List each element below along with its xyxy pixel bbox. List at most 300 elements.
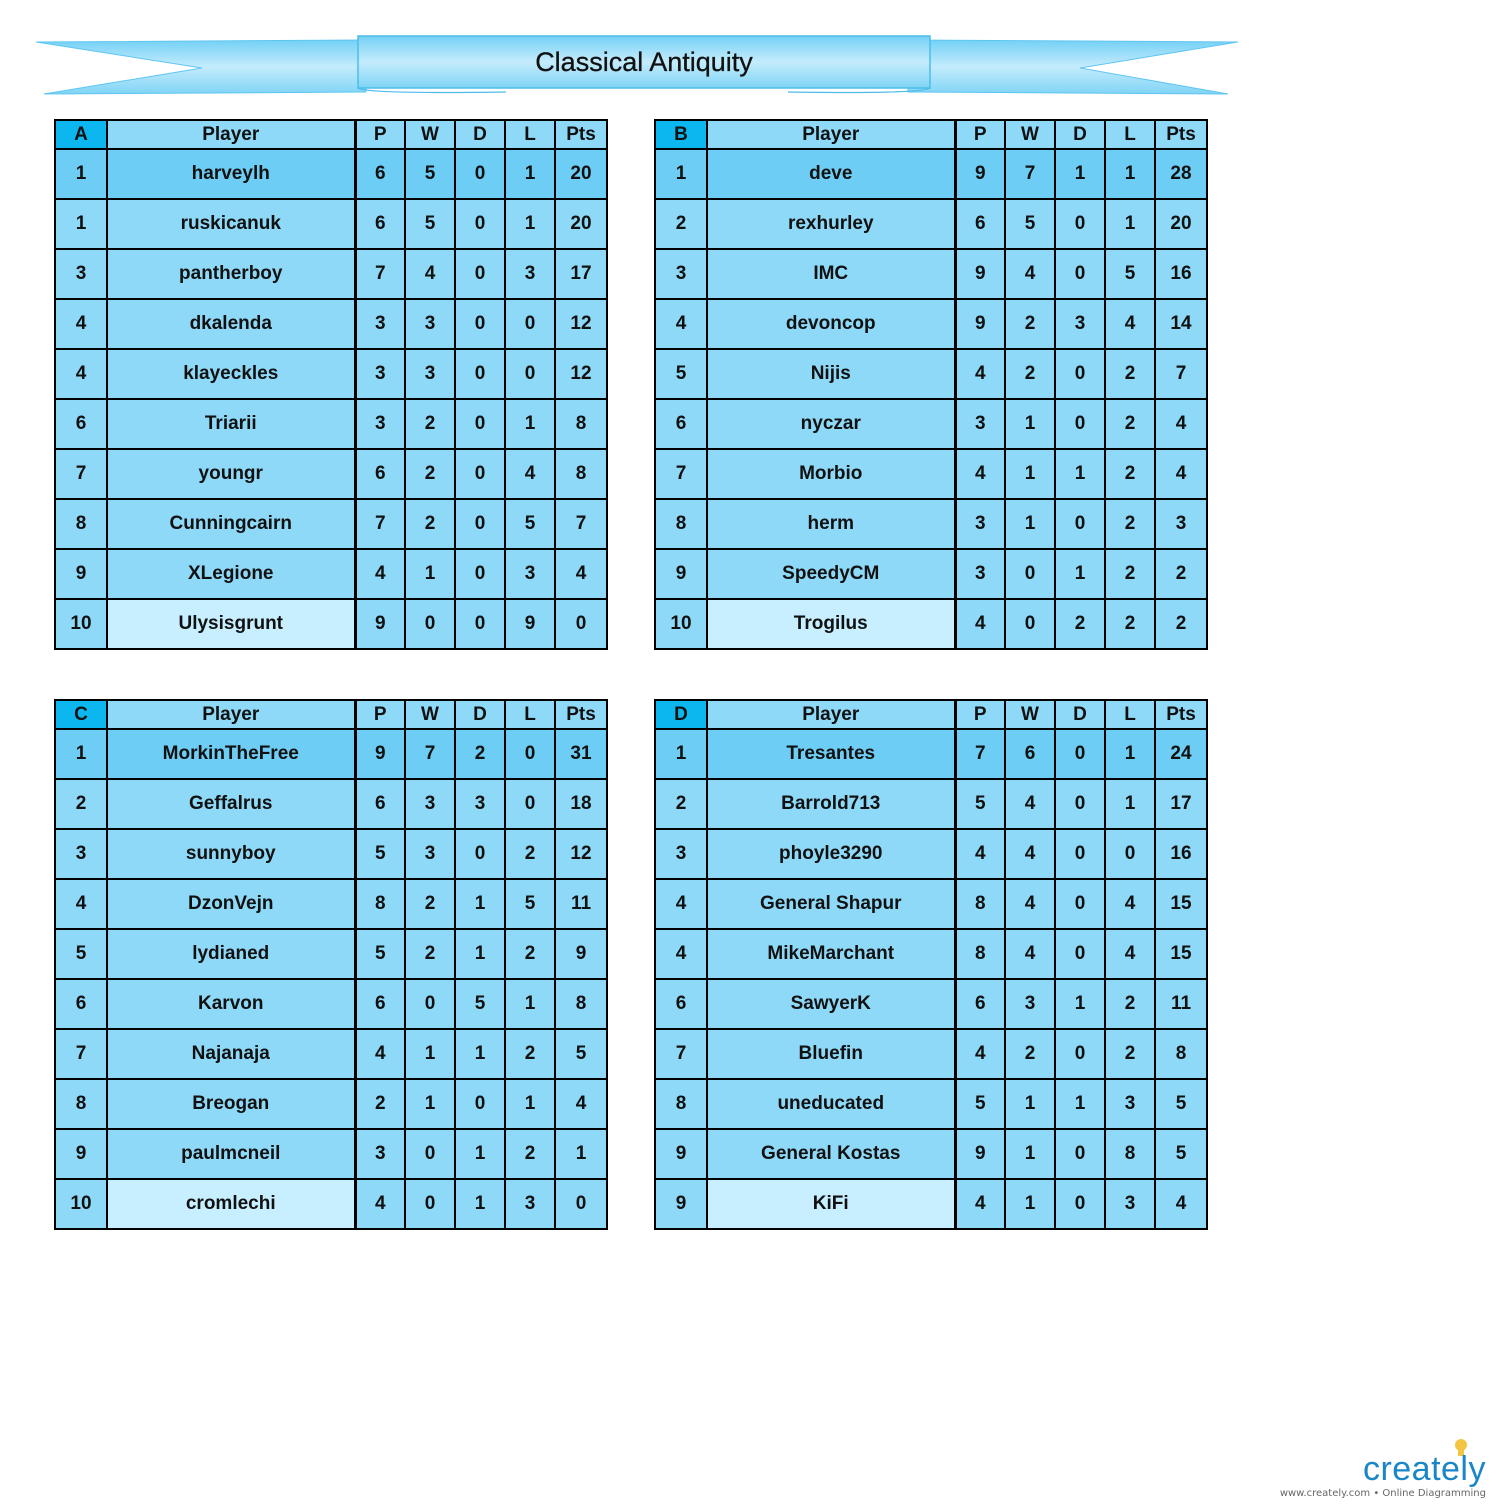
cell-w: 3 <box>405 829 455 879</box>
cell-rank: 3 <box>655 249 707 299</box>
column-header-player: Player <box>707 700 955 729</box>
cell-d: 0 <box>1055 929 1105 979</box>
cell-player: Cunningcairn <box>107 499 355 549</box>
cell-player: Tresantes <box>707 729 955 779</box>
cell-p: 6 <box>355 979 405 1029</box>
cell-pts: 12 <box>555 349 607 399</box>
table-row <box>655 249 1207 299</box>
cell-w: 1 <box>1005 1179 1055 1229</box>
cell-p: 9 <box>955 249 1005 299</box>
cell-d: 0 <box>1055 729 1105 779</box>
cell-player: MikeMarchant <box>707 929 955 979</box>
cell-pts: 12 <box>555 299 607 349</box>
column-header-w: W <box>405 700 455 729</box>
column-header-pts: Pts <box>555 700 607 729</box>
cell-d: 1 <box>1055 979 1105 1029</box>
cell-l: 4 <box>505 449 555 499</box>
table-row <box>655 979 1207 1029</box>
cell-p: 4 <box>355 549 405 599</box>
group-table-a <box>54 119 608 650</box>
cell-rank: 8 <box>55 499 107 549</box>
cell-l: 1 <box>1105 729 1155 779</box>
column-header-player: Player <box>107 700 355 729</box>
cell-pts: 15 <box>1155 879 1207 929</box>
cell-pts: 0 <box>555 599 607 649</box>
cell-l: 1 <box>505 1079 555 1129</box>
cell-l: 2 <box>1105 599 1155 649</box>
cell-p: 5 <box>955 779 1005 829</box>
cell-l: 5 <box>505 499 555 549</box>
cell-w: 1 <box>1005 499 1055 549</box>
table-row <box>655 1129 1207 1179</box>
cell-w: 1 <box>1005 1079 1055 1129</box>
cell-rank: 3 <box>55 829 107 879</box>
table-row <box>55 1079 607 1129</box>
cell-rank: 9 <box>655 1179 707 1229</box>
cell-l: 2 <box>1105 449 1155 499</box>
cell-pts: 8 <box>555 399 607 449</box>
cell-player: SpeedyCM <box>707 549 955 599</box>
cell-pts: 5 <box>1155 1129 1207 1179</box>
column-header-p: P <box>355 120 405 149</box>
table-row <box>655 1029 1207 1079</box>
cell-pts: 4 <box>555 549 607 599</box>
cell-player: DzonVejn <box>107 879 355 929</box>
cell-l: 3 <box>505 249 555 299</box>
cell-player: Triarii <box>107 399 355 449</box>
cell-pts: 4 <box>1155 1179 1207 1229</box>
table-row <box>55 979 607 1029</box>
cell-rank: 10 <box>55 1179 107 1229</box>
table-row <box>55 199 607 249</box>
cell-p: 3 <box>955 499 1005 549</box>
cell-w: 1 <box>405 1079 455 1129</box>
cell-d: 0 <box>1055 349 1105 399</box>
cell-rank: 2 <box>655 199 707 249</box>
cell-rank: 1 <box>55 199 107 249</box>
cell-p: 6 <box>355 149 405 199</box>
header-row <box>655 700 1207 729</box>
cell-p: 3 <box>355 299 405 349</box>
cell-d: 0 <box>455 299 505 349</box>
cell-player: devoncop <box>707 299 955 349</box>
cell-p: 9 <box>355 729 405 779</box>
cell-l: 0 <box>505 729 555 779</box>
cell-rank: 4 <box>55 299 107 349</box>
table-row <box>55 729 607 779</box>
cell-l: 0 <box>1105 829 1155 879</box>
cell-player: harveylh <box>107 149 355 199</box>
cell-d: 0 <box>1055 199 1105 249</box>
table-row <box>655 199 1207 249</box>
cell-w: 2 <box>405 929 455 979</box>
group-letter: D <box>655 700 707 729</box>
cell-d: 0 <box>455 1079 505 1129</box>
group-letter: B <box>655 120 707 149</box>
page-title: Classical Antiquity <box>535 46 753 77</box>
cell-pts: 7 <box>555 499 607 549</box>
table-row <box>655 499 1207 549</box>
table-row <box>655 1079 1207 1129</box>
header-row <box>655 120 1207 149</box>
cell-p: 8 <box>955 929 1005 979</box>
group-letter: C <box>55 700 107 729</box>
column-header-w: W <box>1005 120 1055 149</box>
cell-w: 1 <box>1005 449 1055 499</box>
table-row <box>55 299 607 349</box>
cell-player: klayeckles <box>107 349 355 399</box>
table-row <box>55 1129 607 1179</box>
cell-rank: 9 <box>655 1129 707 1179</box>
cell-l: 0 <box>505 779 555 829</box>
cell-pts: 2 <box>1155 599 1207 649</box>
cell-w: 3 <box>405 299 455 349</box>
cell-w: 3 <box>1005 979 1055 1029</box>
table-row <box>655 1179 1207 1229</box>
cell-pts: 1 <box>555 1129 607 1179</box>
cell-w: 7 <box>1005 149 1055 199</box>
cell-d: 0 <box>455 149 505 199</box>
cell-rank: 5 <box>655 349 707 399</box>
cell-p: 7 <box>355 499 405 549</box>
cell-l: 2 <box>1105 1029 1155 1079</box>
cell-pts: 24 <box>1155 729 1207 779</box>
cell-w: 2 <box>405 499 455 549</box>
cell-d: 0 <box>455 499 505 549</box>
cell-player: youngr <box>107 449 355 499</box>
cell-p: 9 <box>955 299 1005 349</box>
cell-l: 3 <box>1105 1079 1155 1129</box>
cell-rank: 1 <box>55 149 107 199</box>
cell-pts: 8 <box>555 449 607 499</box>
column-header-p: P <box>955 700 1005 729</box>
cell-l: 0 <box>505 349 555 399</box>
cell-pts: 0 <box>555 1179 607 1229</box>
cell-rank: 4 <box>55 879 107 929</box>
table-row <box>655 879 1207 929</box>
cell-p: 8 <box>355 879 405 929</box>
cell-player: Barrold713 <box>707 779 955 829</box>
table-row <box>655 729 1207 779</box>
table-row <box>655 599 1207 649</box>
column-header-p: P <box>355 700 405 729</box>
cell-player: Karvon <box>107 979 355 1029</box>
cell-pts: 31 <box>555 729 607 779</box>
cell-p: 3 <box>955 549 1005 599</box>
group-table-c <box>54 699 608 1230</box>
cell-pts: 4 <box>1155 449 1207 499</box>
table-row <box>655 299 1207 349</box>
cell-d: 0 <box>1055 1029 1105 1079</box>
cell-l: 2 <box>505 1029 555 1079</box>
cell-pts: 11 <box>1155 979 1207 1029</box>
cell-player: lydianed <box>107 929 355 979</box>
cell-pts: 3 <box>1155 499 1207 549</box>
logo-tagline: www.creately.com • Online Diagramming <box>1279 1488 1486 1499</box>
column-header-d: D <box>455 120 505 149</box>
cell-w: 2 <box>405 399 455 449</box>
cell-player: ruskicanuk <box>107 199 355 249</box>
cell-l: 8 <box>1105 1129 1155 1179</box>
cell-player: dkalenda <box>107 299 355 349</box>
cell-p: 4 <box>955 349 1005 399</box>
column-header-player: Player <box>707 120 955 149</box>
cell-rank: 3 <box>655 829 707 879</box>
cell-player: Nijis <box>707 349 955 399</box>
cell-pts: 8 <box>1155 1029 1207 1079</box>
cell-l: 2 <box>1105 549 1155 599</box>
cell-l: 2 <box>1105 399 1155 449</box>
cell-d: 1 <box>1055 449 1105 499</box>
cell-w: 1 <box>405 1029 455 1079</box>
cell-rank: 8 <box>655 1079 707 1129</box>
cell-player: cromlechi <box>107 1179 355 1229</box>
cell-d: 0 <box>1055 1129 1105 1179</box>
cell-l: 1 <box>1105 149 1155 199</box>
cell-pts: 16 <box>1155 249 1207 299</box>
header-row <box>55 120 607 149</box>
column-header-w: W <box>1005 700 1055 729</box>
cell-p: 6 <box>355 449 405 499</box>
cell-pts: 7 <box>1155 349 1207 399</box>
table-row <box>655 449 1207 499</box>
cell-pts: 5 <box>1155 1079 1207 1129</box>
table-row <box>655 149 1207 199</box>
cell-d: 1 <box>455 929 505 979</box>
cell-player: pantherboy <box>107 249 355 299</box>
cell-w: 2 <box>1005 299 1055 349</box>
column-header-d: D <box>455 700 505 729</box>
cell-p: 2 <box>355 1079 405 1129</box>
cell-pts: 18 <box>555 779 607 829</box>
cell-d: 0 <box>455 249 505 299</box>
cell-pts: 8 <box>555 979 607 1029</box>
cell-rank: 10 <box>55 599 107 649</box>
cell-pts: 11 <box>555 879 607 929</box>
cell-d: 0 <box>1055 879 1105 929</box>
cell-w: 2 <box>1005 1029 1055 1079</box>
cell-l: 2 <box>505 1129 555 1179</box>
logo-brand: creately <box>1362 1450 1486 1488</box>
cell-player: Breogan <box>107 1079 355 1129</box>
cell-l: 5 <box>505 879 555 929</box>
cell-d: 0 <box>1055 779 1105 829</box>
cell-pts: 5 <box>555 1029 607 1079</box>
cell-d: 0 <box>1055 1179 1105 1229</box>
cell-l: 1 <box>505 199 555 249</box>
column-header-w: W <box>405 120 455 149</box>
cell-d: 0 <box>455 349 505 399</box>
cell-p: 3 <box>955 399 1005 449</box>
cell-rank: 9 <box>55 1129 107 1179</box>
cell-w: 7 <box>405 729 455 779</box>
table-row <box>55 929 607 979</box>
cell-d: 1 <box>455 879 505 929</box>
cell-p: 5 <box>355 929 405 979</box>
cell-player: IMC <box>707 249 955 299</box>
cell-p: 6 <box>355 779 405 829</box>
cell-w: 4 <box>1005 779 1055 829</box>
cell-l: 1 <box>505 399 555 449</box>
cell-p: 4 <box>355 1179 405 1229</box>
cell-l: 1 <box>505 979 555 1029</box>
cell-w: 0 <box>405 979 455 1029</box>
cell-player: phoyle3290 <box>707 829 955 879</box>
cell-w: 6 <box>1005 729 1055 779</box>
cell-l: 1 <box>1105 199 1155 249</box>
cell-rank: 4 <box>655 299 707 349</box>
cell-player: Najanaja <box>107 1029 355 1079</box>
cell-w: 4 <box>1005 929 1055 979</box>
cell-pts: 14 <box>1155 299 1207 349</box>
cell-p: 9 <box>955 149 1005 199</box>
cell-l: 2 <box>505 929 555 979</box>
cell-d: 1 <box>1055 149 1105 199</box>
cell-d: 1 <box>1055 1079 1105 1129</box>
column-header-d: D <box>1055 120 1105 149</box>
cell-pts: 20 <box>1155 199 1207 249</box>
header-row <box>55 700 607 729</box>
cell-rank: 6 <box>655 979 707 1029</box>
cell-pts: 15 <box>1155 929 1207 979</box>
table-row <box>55 779 607 829</box>
cell-pts: 2 <box>1155 549 1207 599</box>
cell-w: 0 <box>405 1179 455 1229</box>
cell-d: 0 <box>1055 499 1105 549</box>
cell-w: 2 <box>405 879 455 929</box>
cell-rank: 6 <box>55 979 107 1029</box>
cell-rank: 4 <box>655 929 707 979</box>
table-row <box>55 149 607 199</box>
cell-l: 1 <box>505 149 555 199</box>
cell-player: KiFi <box>707 1179 955 1229</box>
table-row <box>55 599 607 649</box>
cell-pts: 17 <box>1155 779 1207 829</box>
table-row <box>655 829 1207 879</box>
cell-d: 0 <box>455 829 505 879</box>
cell-rank: 7 <box>55 1029 107 1079</box>
cell-rank: 1 <box>655 149 707 199</box>
cell-w: 5 <box>405 149 455 199</box>
cell-p: 4 <box>955 599 1005 649</box>
cell-pts: 17 <box>555 249 607 299</box>
cell-w: 4 <box>405 249 455 299</box>
group-table-b <box>654 119 1208 650</box>
cell-w: 3 <box>405 349 455 399</box>
cell-rank: 8 <box>55 1079 107 1129</box>
cell-pts: 4 <box>555 1079 607 1129</box>
cell-rank: 6 <box>655 399 707 449</box>
cell-rank: 2 <box>655 779 707 829</box>
cell-p: 4 <box>355 1029 405 1079</box>
cell-player: Trogilus <box>707 599 955 649</box>
cell-l: 3 <box>505 549 555 599</box>
cell-player: Morbio <box>707 449 955 499</box>
cell-p: 7 <box>955 729 1005 779</box>
table-row <box>55 549 607 599</box>
cell-w: 5 <box>405 199 455 249</box>
cell-player: paulmcneil <box>107 1129 355 1179</box>
cell-d: 1 <box>455 1179 505 1229</box>
cell-player: SawyerK <box>707 979 955 1029</box>
cell-w: 1 <box>1005 1129 1055 1179</box>
cell-rank: 3 <box>55 249 107 299</box>
cell-player: Ulysisgrunt <box>107 599 355 649</box>
column-header-l: L <box>505 120 555 149</box>
column-header-player: Player <box>107 120 355 149</box>
cell-pts: 9 <box>555 929 607 979</box>
cell-rank: 7 <box>655 449 707 499</box>
cell-d: 1 <box>455 1129 505 1179</box>
cell-l: 4 <box>1105 929 1155 979</box>
cell-p: 3 <box>355 399 405 449</box>
cell-player: nyczar <box>707 399 955 449</box>
table-row <box>55 249 607 299</box>
cell-l: 2 <box>505 829 555 879</box>
cell-rank: 9 <box>55 549 107 599</box>
cell-w: 2 <box>405 449 455 499</box>
cell-rank: 9 <box>655 549 707 599</box>
cell-pts: 28 <box>1155 149 1207 199</box>
cell-rank: 7 <box>55 449 107 499</box>
cell-d: 2 <box>455 729 505 779</box>
cell-p: 7 <box>355 249 405 299</box>
table-row <box>55 1029 607 1079</box>
cell-p: 9 <box>355 599 405 649</box>
cell-d: 3 <box>1055 299 1105 349</box>
column-header-pts: Pts <box>1155 700 1207 729</box>
cell-d: 5 <box>455 979 505 1029</box>
cell-p: 4 <box>955 449 1005 499</box>
cell-rank: 5 <box>55 929 107 979</box>
cell-rank: 4 <box>55 349 107 399</box>
cell-player: Geffalrus <box>107 779 355 829</box>
cell-w: 4 <box>1005 249 1055 299</box>
table-row <box>55 1179 607 1229</box>
cell-w: 1 <box>405 549 455 599</box>
cell-pts: 4 <box>1155 399 1207 449</box>
cell-w: 4 <box>1005 879 1055 929</box>
cell-w: 0 <box>405 599 455 649</box>
cell-p: 5 <box>355 829 405 879</box>
cell-player: herm <box>707 499 955 549</box>
table-row <box>55 399 607 449</box>
cell-l: 9 <box>505 599 555 649</box>
cell-w: 5 <box>1005 199 1055 249</box>
cell-d: 0 <box>1055 829 1105 879</box>
cell-pts: 20 <box>555 149 607 199</box>
cell-d: 0 <box>455 449 505 499</box>
group-table-d <box>654 699 1208 1230</box>
cell-w: 1 <box>1005 399 1055 449</box>
cell-p: 4 <box>955 1179 1005 1229</box>
cell-p: 4 <box>955 829 1005 879</box>
cell-p: 4 <box>955 1029 1005 1079</box>
cell-p: 5 <box>955 1079 1005 1129</box>
cell-l: 2 <box>1105 979 1155 1029</box>
cell-p: 6 <box>955 979 1005 1029</box>
cell-pts: 20 <box>555 199 607 249</box>
column-header-l: L <box>1105 120 1155 149</box>
table-row <box>55 449 607 499</box>
cell-d: 2 <box>1055 599 1105 649</box>
cell-l: 4 <box>1105 299 1155 349</box>
cell-p: 6 <box>355 199 405 249</box>
cell-d: 0 <box>1055 249 1105 299</box>
banner-left-tail <box>36 40 366 94</box>
cell-player: rexhurley <box>707 199 955 249</box>
table-row <box>655 549 1207 599</box>
